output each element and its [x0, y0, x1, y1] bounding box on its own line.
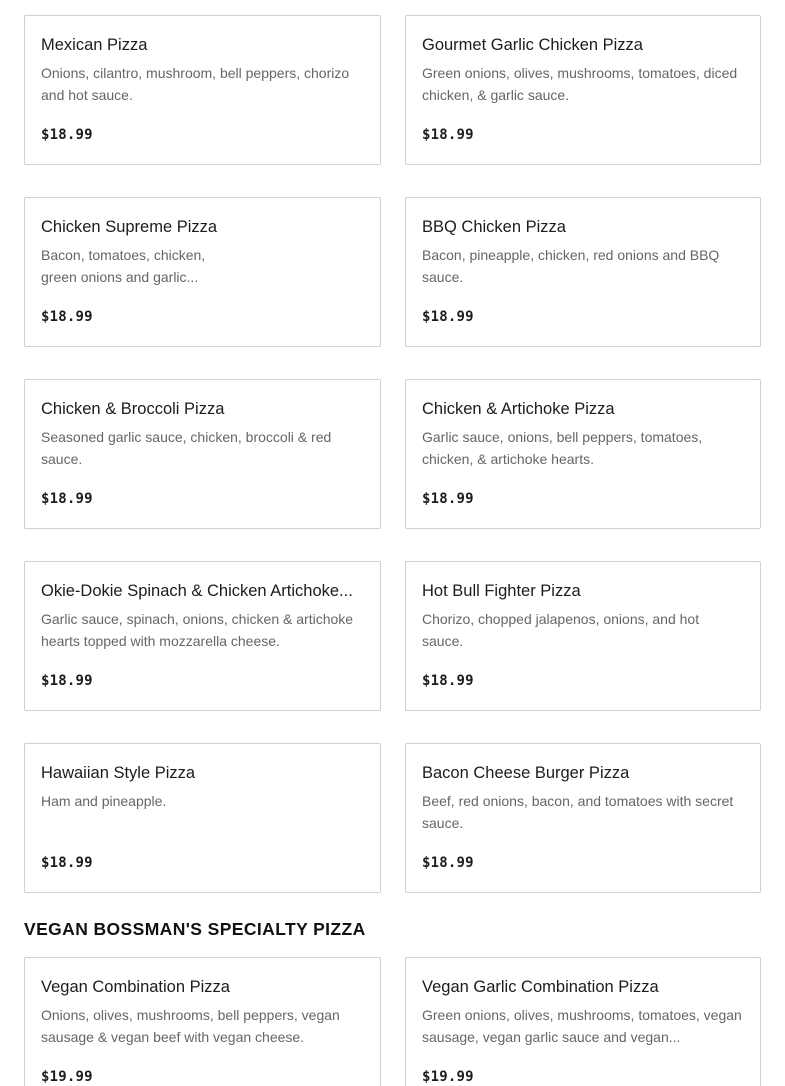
menu-item-price: $18.99 [41, 309, 93, 325]
section-heading: VEGAN BOSSMAN'S SPECIALTY PIZZA [24, 919, 366, 939]
menu-item-description: Beef, red onions, bacon, and tomatoes with secret sauce. [422, 793, 734, 831]
menu-item-price: $18.99 [41, 491, 93, 507]
menu-item-card[interactable] [24, 15, 381, 165]
menu-item-description: Green onions, olives, mushrooms, tomatoes, diced chicken, & garlic sauce. [422, 65, 738, 103]
menu-item-name: Mexican Pizza [41, 36, 148, 54]
menu-item-name: Chicken Supreme Pizza [41, 218, 218, 236]
menu-item-card[interactable] [24, 743, 381, 893]
menu-item-name: Vegan Garlic Combination Pizza [422, 978, 659, 996]
menu-item-price: $19.99 [41, 1069, 93, 1085]
menu-item-name: Chicken & Broccoli Pizza [41, 400, 225, 418]
vegan-item-grid [24, 957, 761, 1086]
menu-item-description: Garlic sauce, onions, bell peppers, tomatoes, chicken, & artichoke hearts. [422, 429, 703, 467]
menu-item-card[interactable] [405, 957, 761, 1086]
menu-item-price: $18.99 [422, 309, 474, 325]
menu-item-card[interactable] [405, 197, 761, 347]
menu-item-name: Hawaiian Style Pizza [41, 764, 196, 782]
menu-item-card[interactable] [24, 379, 381, 529]
menu-item-description: Seasoned garlic sauce, chicken, broccoli & red sauce. [41, 429, 332, 467]
menu-item-description: Green onions, olives, mushrooms, tomatoes, vegan sausage, vegan garlic sauce and vegan... [422, 1007, 742, 1045]
menu-item-name: Hot Bull Fighter Pizza [422, 582, 581, 600]
menu-item-price: $18.99 [422, 491, 474, 507]
menu-item-card[interactable] [24, 957, 381, 1086]
menu-item-card[interactable] [405, 15, 761, 165]
menu-item-card[interactable] [405, 379, 761, 529]
menu-item-price: $18.99 [422, 673, 474, 689]
menu-item-name: Chicken & Artichoke Pizza [422, 400, 615, 418]
menu-item-name: Gourmet Garlic Chicken Pizza [422, 36, 643, 54]
menu-item-description: Chorizo, chopped jalapenos, onions, and hot sauce. [422, 611, 700, 649]
menu-item-description: Onions, cilantro, mushroom, bell peppers, chorizo and hot sauce. [41, 65, 350, 103]
menu-item-description: Bacon, tomatoes, chicken, green onions and garlic... [41, 247, 206, 285]
menu-item-price: $18.99 [41, 855, 93, 871]
menu-item-name: BBQ Chicken Pizza [422, 218, 566, 236]
menu-item-description: Garlic sauce, spinach, onions, chicken & artichoke hearts topped with mozzarella cheese. [41, 611, 354, 649]
menu-item-card[interactable] [24, 561, 381, 711]
menu-item-price: $18.99 [41, 673, 93, 689]
menu-item-name: Vegan Combination Pizza [41, 978, 230, 996]
menu-item-price: $18.99 [422, 127, 474, 143]
menu-item-name: Bacon Cheese Burger Pizza [422, 764, 630, 782]
menu-item-description: Ham and pineapple. [41, 793, 167, 809]
menu-item-card[interactable] [405, 743, 761, 893]
menu-item-description: Bacon, pineapple, chicken, red onions and BBQ sauce. [422, 247, 720, 285]
menu-item-card[interactable] [24, 197, 381, 347]
menu-item-price: $18.99 [41, 127, 93, 143]
menu-item-price: $19.99 [422, 1069, 474, 1085]
menu-item-price: $18.99 [422, 855, 474, 871]
menu-item-description: Onions, olives, mushrooms, bell peppers, vegan sausage & vegan beef with vegan cheese. [41, 1007, 340, 1045]
menu-item-card[interactable] [405, 561, 761, 711]
menu-item-grid [24, 15, 761, 893]
menu-item-name: Okie-Dokie Spinach & Chicken Artichoke... [41, 582, 353, 600]
